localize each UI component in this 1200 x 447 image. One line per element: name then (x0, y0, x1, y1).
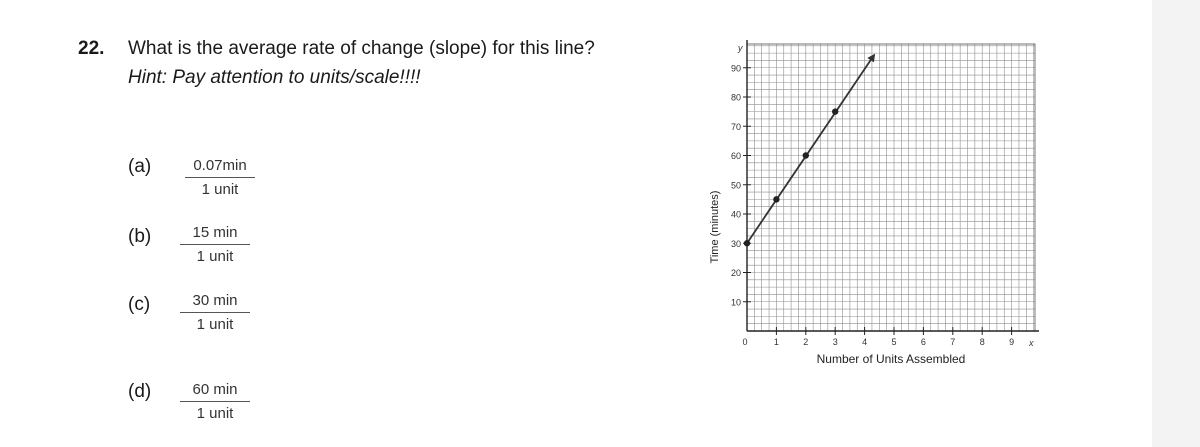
y-tick-label: 50 (730, 180, 741, 191)
y-tick-label: 70 (730, 121, 741, 132)
option-b-letter[interactable]: (b) (128, 226, 152, 247)
option-a-letter[interactable]: (a) (128, 156, 152, 177)
x-tick-label: 4 (862, 337, 868, 347)
x-tick-label: 2 (803, 337, 809, 347)
x-tick-label: 3 (832, 337, 838, 347)
question-hint: Hint: Pay attention to units/scale!!!! (128, 67, 421, 88)
data-point (744, 240, 750, 246)
option-b-fraction[interactable] (180, 224, 250, 265)
x-tick-label: 6 (920, 337, 926, 347)
option-d-letter[interactable]: (d) (128, 381, 152, 402)
question-number: 22. (78, 38, 105, 59)
data-point (832, 108, 838, 114)
data-point (773, 196, 779, 202)
y-tick-label: 20 (730, 268, 741, 278)
y-axis-letter: y (738, 43, 743, 53)
side-panel (1152, 0, 1200, 447)
option-b-numerator: 15 min (180, 224, 250, 245)
grid-border (747, 44, 1035, 331)
option-d-denominator: 1 unit (196, 405, 234, 422)
x-tick-label: 1 (773, 337, 779, 347)
y-tick-label: 30 (730, 238, 741, 249)
series-line (747, 56, 873, 243)
x-axis-label: Number of Units Assembled (816, 352, 966, 366)
option-c-numerator: 30 min (180, 292, 250, 313)
x-tick-label: 9 (1009, 337, 1015, 347)
option-c-denominator: 1 unit (196, 316, 234, 333)
question-text: What is the average rate of change (slope) for this line? (128, 38, 595, 59)
y-tick-label: 90 (730, 63, 741, 74)
x-tick-label: 5 (891, 337, 897, 347)
line-graph (690, 30, 1050, 375)
y-axis-label: Time (minutes) (709, 190, 721, 264)
option-d-fraction[interactable] (180, 381, 250, 422)
option-c-fraction[interactable] (180, 292, 250, 333)
chart-grid (747, 44, 1035, 331)
y-tick-label: 40 (730, 209, 741, 220)
x-axis-letter: x (1029, 338, 1034, 348)
option-a-numerator: 0.07min (185, 157, 255, 178)
option-b-denominator: 1 unit (196, 248, 234, 265)
chart-series (744, 56, 874, 246)
option-a-denominator: 1 unit (201, 181, 239, 198)
y-tick-label: 60 (730, 151, 741, 161)
option-d-numerator: 60 min (180, 381, 250, 402)
x-tick-label: 0 (742, 337, 748, 347)
option-c-letter[interactable]: (c) (128, 294, 151, 315)
y-tick-label: 10 (730, 297, 741, 308)
x-tick-label: 8 (979, 337, 985, 347)
option-a-fraction[interactable] (185, 157, 255, 198)
data-point (803, 152, 809, 158)
y-tick-label: 80 (730, 92, 741, 103)
x-tick-label: 7 (950, 337, 956, 347)
